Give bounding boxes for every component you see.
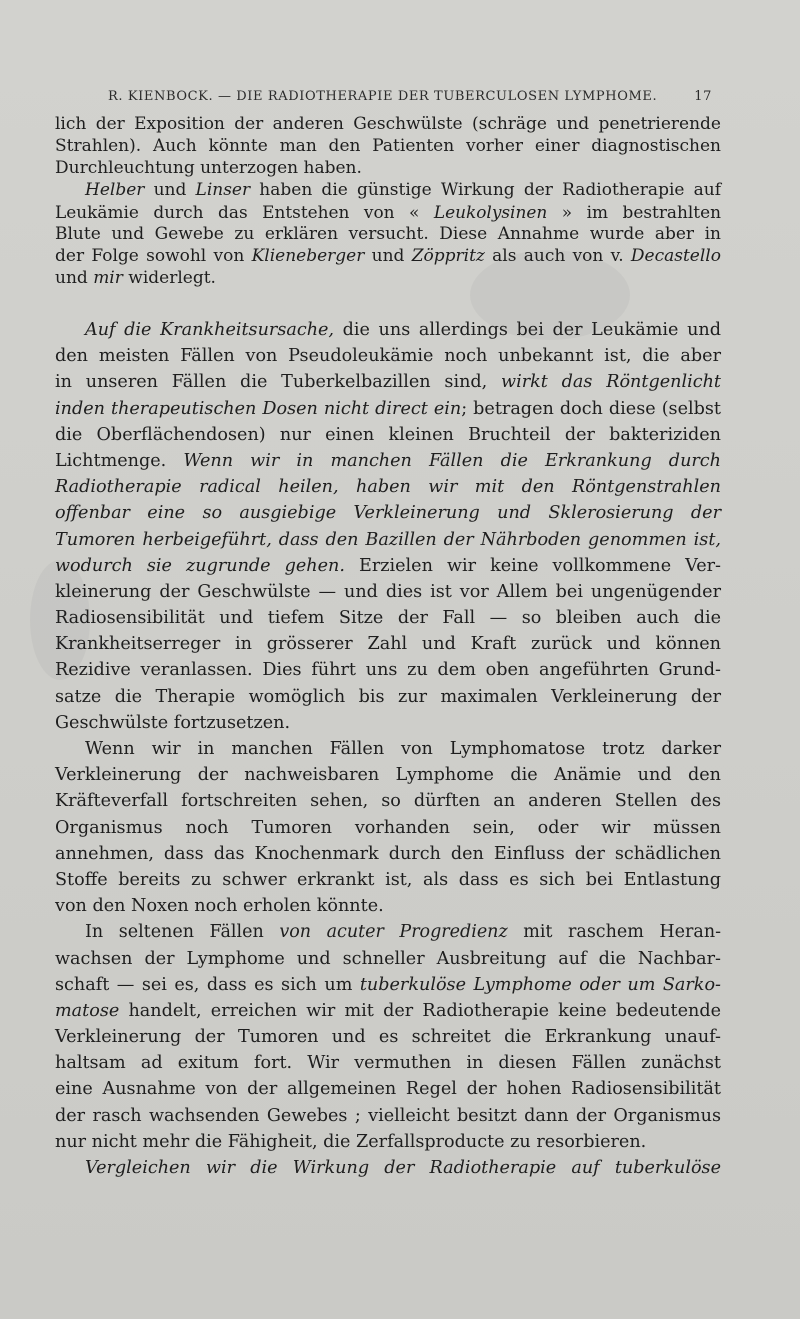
text-run: und xyxy=(364,246,412,266)
text-line xyxy=(55,267,721,289)
italic-run: tuberkulöse Lymphome oder um Sarko- xyxy=(359,974,721,995)
text-line xyxy=(55,317,721,343)
text-line xyxy=(55,201,721,223)
text-line xyxy=(55,579,721,605)
text-line xyxy=(55,605,721,631)
running-title: R. KIENBOCK. — DIE RADIOTHERAPIE DER TUBERCULOSEN LYMPHOME. xyxy=(108,89,658,104)
text-run: mit raschem Heran- xyxy=(507,922,721,943)
text-run: schaft — sei es, dass es sich um xyxy=(55,974,360,995)
text-block-small xyxy=(55,113,721,289)
text-line xyxy=(55,893,721,919)
text-run: kleinerung der Geschwülste — und dies ist vor Allem bei ungenügender xyxy=(55,581,721,602)
text-line xyxy=(55,369,721,395)
text-run: und xyxy=(55,268,94,288)
text-run: nur nicht mehr die Fähigheit, die Zerfallsproducte zu resorbieren. xyxy=(55,1131,647,1152)
text-run: annehmen, dass das Knochenmark durch den Einfluss der schädlichen xyxy=(55,843,721,864)
text-line xyxy=(55,1076,721,1102)
text-run: Blute und Gewebe zu erklären versucht. Diese Annahme wurde aber in xyxy=(55,224,721,244)
text-run: Verkleinerung der Tumoren und es schreitet die Erkrankung unauf- xyxy=(55,1027,721,1048)
text-run: Lichtmenge. xyxy=(55,450,184,471)
text-run: Strahlen). Auch könnte man den Patienten vorher einer diagnostischen xyxy=(55,136,721,156)
text-run: der rasch wachsenden Gewebes ; vielleicht besitzt dann der Organismus xyxy=(55,1105,721,1126)
italic-run: Tumoren herbeigeführt, dass den Bazillen der Nährboden genommen ist, xyxy=(55,529,721,550)
text-run: ; betragen doch diese (selbst xyxy=(461,398,721,419)
text-line xyxy=(55,919,721,945)
text-run: Wenn wir in manchen Fällen von Lymphomatose trotz darker xyxy=(85,739,721,759)
text-run: Radiosensibilität und tiefem Sitze der Fall — so bleiben auch die xyxy=(55,608,721,629)
text-run: Rezidive veranlassen. Dies führt uns zu dem oben angeführten Grund- xyxy=(55,660,721,681)
italic-run: Linser xyxy=(195,180,251,200)
text-run: wachsen der Lymphome und schneller Ausbreitung auf die Nachbar- xyxy=(55,948,721,969)
running-header xyxy=(108,89,712,113)
text-run: eine Ausnahme von der allgemeinen Regel der hohen Radiosensibilität xyxy=(55,1079,721,1100)
italic-run: Radiotherapie radical heilen, haben wir mit den Röntgenstrahlen xyxy=(55,477,721,498)
text-run: Leukämie durch das Entstehen von « xyxy=(55,202,434,222)
text-line xyxy=(55,157,721,179)
italic-run: Vergleichen wir die Wirkung der Radiotherapie auf tuberkulöse xyxy=(85,1158,721,1178)
text-run: Stoffe bereits zu schwer erkrankt ist, als dass es sich bei Entlastung xyxy=(55,869,721,890)
italic-run: wirkt das Röntgenlicht xyxy=(501,372,721,393)
text-line xyxy=(55,841,721,867)
text-line xyxy=(55,946,721,972)
italic-run: Auf die Krankheitsursache, xyxy=(85,320,335,340)
text-line xyxy=(55,396,721,422)
text-line xyxy=(55,245,721,267)
text-run: Kräfteverfall fortschreiten sehen, so dürften an anderen Stellen des xyxy=(55,791,721,812)
text-run: Organismus noch Tumoren vorhanden sein, oder wir müssen xyxy=(55,817,721,838)
text-line xyxy=(55,343,721,369)
text-run: in unseren Fällen die Tuberkelbazillen sind, xyxy=(55,372,502,393)
italic-run: Klieneberger xyxy=(251,246,365,266)
text-line xyxy=(55,448,721,474)
text-run: als auch von v. xyxy=(484,246,631,266)
text-run: » im bestrahlten xyxy=(547,202,721,222)
text-line xyxy=(55,1129,721,1155)
text-line xyxy=(55,788,721,814)
text-run: Verkleinerung der nachweisbaren Lymphome die Anämie und den xyxy=(55,765,721,786)
text-line xyxy=(55,1024,721,1050)
text-line xyxy=(55,631,721,657)
text-run: handelt, erreichen wir mit der Radiotherapie keine bedeutende xyxy=(119,1000,721,1021)
text-line xyxy=(55,710,721,736)
text-line xyxy=(55,867,721,893)
text-run: die uns allerdings bei der Leukämie und xyxy=(334,320,721,340)
text-line xyxy=(55,500,721,526)
italic-run: offenbar eine so ausgiebige Verkleinerung und Sklerosierung der xyxy=(55,503,721,524)
text-line xyxy=(55,1050,721,1076)
text-line xyxy=(55,736,721,762)
text-run: und xyxy=(144,180,196,200)
text-run: lich der Exposition der anderen Geschwülste (schräge und penetrierende xyxy=(55,114,721,134)
text-line xyxy=(55,113,721,135)
text-run: Durchleuchtung unterzogen haben. xyxy=(55,158,362,178)
italic-run: Wenn wir in manchen Fällen die Erkrankung durch xyxy=(183,450,721,471)
text-line xyxy=(55,527,721,553)
italic-run: Decastello xyxy=(630,246,721,266)
italic-run: Leukolysinen xyxy=(433,202,548,222)
text-run: haltsam ad exitum fort. Wir vermuthen in diesen Fällen zunächst xyxy=(55,1053,721,1074)
text-line xyxy=(55,657,721,683)
text-run: die Oberflächendosen) nur einen kleinen Bruchteil der bakteriziden xyxy=(55,424,721,445)
italic-run: wodurch sie zugrunde gehen. xyxy=(55,555,345,576)
text-line xyxy=(55,815,721,841)
text-line xyxy=(55,1155,721,1181)
italic-run: Helber xyxy=(85,180,145,200)
text-run: von den Noxen noch erholen könnte. xyxy=(55,896,384,917)
text-line xyxy=(55,474,721,500)
text-line xyxy=(55,972,721,998)
text-block-main xyxy=(55,317,721,1181)
text-run: Erzielen wir keine vollkommene Ver- xyxy=(344,555,721,576)
text-line xyxy=(55,1103,721,1129)
text-line xyxy=(55,179,721,201)
text-run: den meisten Fällen von Pseudoleukämie noch unbekannt ist, die aber xyxy=(55,346,721,367)
italic-run: matose xyxy=(55,1000,120,1021)
italic-run: mir xyxy=(93,268,123,288)
text-line xyxy=(55,553,721,579)
text-line xyxy=(55,998,721,1024)
text-line xyxy=(55,684,721,710)
italic-run: inden therapeutischen Dosen nicht direct ein xyxy=(55,398,462,419)
text-line xyxy=(55,422,721,448)
text-run: Krankheitserreger in grösserer Zahl und Kraft zurück und können xyxy=(55,634,721,655)
text-run: widerlegt. xyxy=(122,268,216,288)
text-run: der Folge sowohl von xyxy=(55,246,252,266)
text-run: satze die Therapie womöglich bis zur maximalen Verkleinerung der xyxy=(55,686,721,707)
page-number: 17 xyxy=(694,89,712,104)
italic-run: von acuter Progredienz xyxy=(279,922,508,943)
text-run: Geschwülste fortzusetzen. xyxy=(55,712,291,733)
italic-run: Zöppritz xyxy=(411,246,485,266)
text-run: haben die günstige Wirkung der Radiotherapie auf xyxy=(250,180,721,200)
text-line xyxy=(55,223,721,245)
text-line xyxy=(55,135,721,157)
text-line xyxy=(55,762,721,788)
text-run: In seltenen Fällen xyxy=(85,922,280,943)
